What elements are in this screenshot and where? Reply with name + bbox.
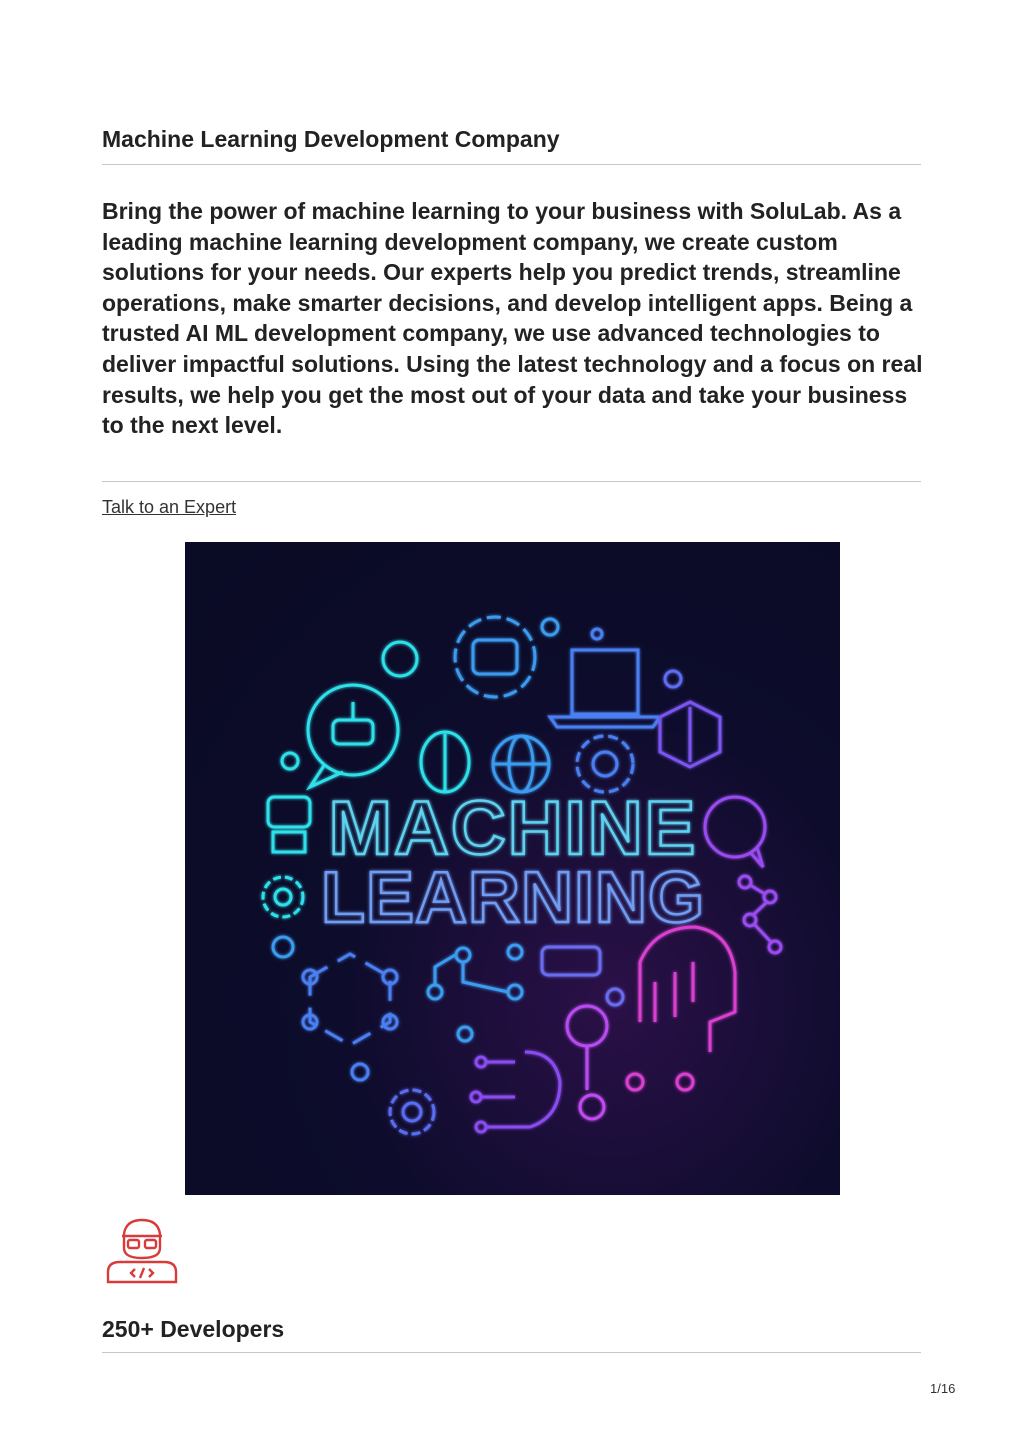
speech-bubble-icon [383, 642, 417, 676]
ai-head-icon [640, 927, 735, 1052]
lightbulb-icon [567, 1006, 607, 1090]
robot-chat-icon [308, 685, 398, 787]
divider [102, 481, 921, 482]
gear-icon [390, 1090, 434, 1134]
developer-icon [104, 1214, 180, 1286]
brain-icon [421, 732, 469, 792]
vr-headset-icon [542, 947, 600, 975]
circuit-icon [428, 948, 522, 1041]
laptop-robot-icon [550, 629, 660, 727]
page-title: Machine Learning Development Company [102, 126, 560, 152]
page-number: 1/16 [930, 1381, 956, 1396]
hexagon-network-icon [303, 954, 397, 1045]
dot-icon [352, 1064, 368, 1080]
speech-bubble-icon [705, 797, 765, 867]
divider [102, 1352, 921, 1353]
dot-icon [508, 945, 522, 959]
globe-icon [493, 736, 549, 792]
dot-icon [580, 1095, 604, 1119]
dot-icon [627, 1074, 643, 1090]
gear-robot-icon [455, 617, 535, 697]
network-icon [739, 876, 781, 953]
gear-icon [577, 736, 633, 792]
dot-icon [677, 1074, 693, 1090]
hero-title-line2: LEARNING [321, 858, 705, 938]
dot-icon [542, 619, 558, 635]
neon-icon-circle [185, 542, 840, 1195]
brain-circuit-icon [471, 1052, 560, 1132]
dot-icon [665, 671, 681, 687]
dot-icon [273, 937, 293, 957]
gear-icon [263, 877, 303, 917]
brain-icon [660, 702, 720, 767]
intro-paragraph: Bring the power of machine learning to your business with SoluLab. As a leading machine learning development company, we create custom solutions for your needs. Our experts help you predict trends, streamline operations, make smarter decisions, and develop intelligent apps. Being a trusted AI ML development company, we use advanced technologies to deliver impactful solutions. Using the latest technology and a focus on real results, we help you get the most out of your data and take your business to the next level. [102, 198, 923, 439]
divider [102, 164, 921, 165]
developers-count: 250+ Developers [102, 1316, 285, 1342]
talk-to-expert-link[interactable]: Talk to an Expert [102, 497, 237, 517]
dot-icon [607, 989, 623, 1005]
hero-title-line1: MACHINE [328, 786, 698, 871]
dot-icon [282, 753, 298, 769]
machine-learning-illustration [185, 542, 840, 1195]
robot-icon [268, 797, 310, 852]
